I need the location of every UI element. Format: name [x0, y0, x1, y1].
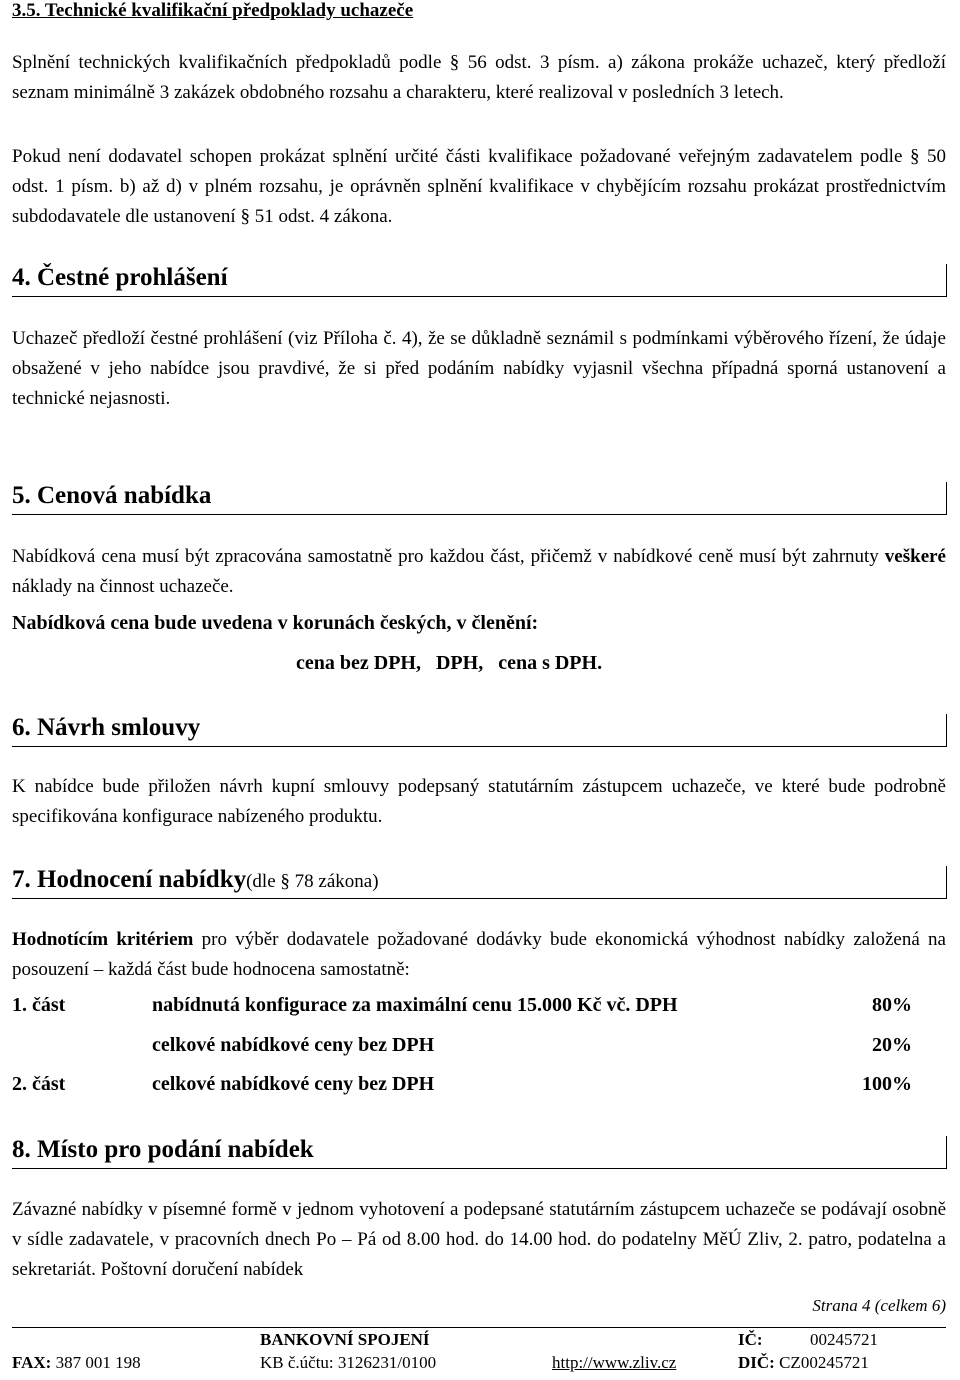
- footer-ic: IČ: 00245721: [738, 1330, 878, 1349]
- section-4-paragraph: Uchazeč předloží čestné prohlášení (viz Příloha č. 4), že se důkladně seznámil s podmínkami výběrového řízení, že údaje obsažené v jeho nabídce jsou pravdivé, že si před podáním nabídky vyjasnil všechna případná sporná ustanovení a technické nejasnosti.: [12, 328, 946, 409]
- footer-divider: [12, 1327, 946, 1328]
- criteria-part-1: 1. část: [12, 994, 66, 1016]
- section-6-title: 6. Návrh smlouvy: [12, 714, 947, 747]
- section-6-paragraph: K nabídce bude přiložen návrh kupní smlouvy podepsaný statutárním zástupcem uchazeče, ve které bude podrobně specifikována konfigurace nabízeného produktu.: [12, 776, 946, 827]
- criteria-weight-1: 80%: [872, 994, 912, 1016]
- section-3-5-paragraph-2: Pokud není dodavatel schopen prokázat splnění určité části kvalifikace požadované veřejným zadavatelem podle § 50 odst. 1 písm. b) až d) v plném rozsahu, je oprávněn splnění kvalifikace v chybějícím rozsahu prokázat prostřednictvím subdodavatele dle ustanovení § 51 odst. 4 zákona.: [12, 146, 946, 227]
- section-8-title: 8. Místo pro podání nabídek: [12, 1136, 947, 1169]
- section-7-title-note: (dle § 78 zákona): [246, 871, 379, 892]
- section-7-paragraph: Hodnotícím kritériem pro výběr dodavatele požadované dodávky bude ekonomická výhodnost nabídky založená na posouzení – každá část bude hodnocena samostatně:: [12, 929, 946, 980]
- footer-website-link[interactable]: http://www.zliv.cz: [552, 1353, 677, 1372]
- section-5-price-breakdown: cena bez DPH, DPH, cena s DPH.: [296, 652, 603, 674]
- footer-bank-title: BANKOVNÍ SPOJENÍ: [260, 1330, 430, 1349]
- footer-fax: FAX: 387 001 198: [12, 1353, 141, 1372]
- section-5-paragraph-2: Nabídková cena bude uvedena v korunách českých, v členění:: [12, 612, 539, 634]
- criteria-weight-3: 100%: [862, 1073, 912, 1095]
- footer-bank-account: KB č.účtu: 3126231/0100: [260, 1353, 437, 1372]
- section-3-5-paragraph-1: Splnění technických kvalifikačních předpokladů podle § 56 odst. 3 písm. a) zákona prokáže uchazeč, který předloží seznam minimálně 3 zakázek obdobného rozsahu a charakteru, které realizoval v posledních 3 letech.: [12, 52, 946, 103]
- criteria-desc-3: celkové nabídkové ceny bez DPH: [152, 1073, 435, 1095]
- section-7-title: 7. Hodnocení nabídky(dle § 78 zákona): [12, 866, 947, 899]
- section-4-title: 4. Čestné prohlášení: [12, 264, 947, 297]
- criteria-desc-1: nabídnutá konfigurace za maximální cenu 15.000 Kč vč. DPH: [152, 994, 678, 1016]
- section-5-paragraph-1: Nabídková cena musí být zpracována samostatně pro každou část, přičemž v nabídkové ceně musí být zahrnuty veškeré náklady na činnost uchazeče.: [12, 546, 946, 597]
- criteria-weight-2: 20%: [872, 1034, 912, 1056]
- page-number: Strana 4 (celkem 6): [812, 1296, 946, 1315]
- criteria-part-2: 2. část: [12, 1073, 66, 1095]
- section-5-title: 5. Cenová nabídka: [12, 482, 947, 515]
- section-3-5-title: 3.5. Technické kvalifikační předpoklady uchazeče: [12, 0, 414, 21]
- section-8-paragraph: Závazné nabídky v písemné formě v jednom vyhotovení a podepsané statutárním zástupcem uchazeče se podávají osobně v sídle zadavatele, v pracovních dnech Po – Pá od 8.00 hod. do 14.00 hod. do podatelny MěÚ Zliv, 2. patro, podatelna a sekretariát. Poštovní doručení nabídek: [12, 1199, 946, 1280]
- criteria-desc-2: celkové nabídkové ceny bez DPH: [152, 1034, 435, 1056]
- footer-dic: DIČ: CZ00245721: [738, 1353, 869, 1372]
